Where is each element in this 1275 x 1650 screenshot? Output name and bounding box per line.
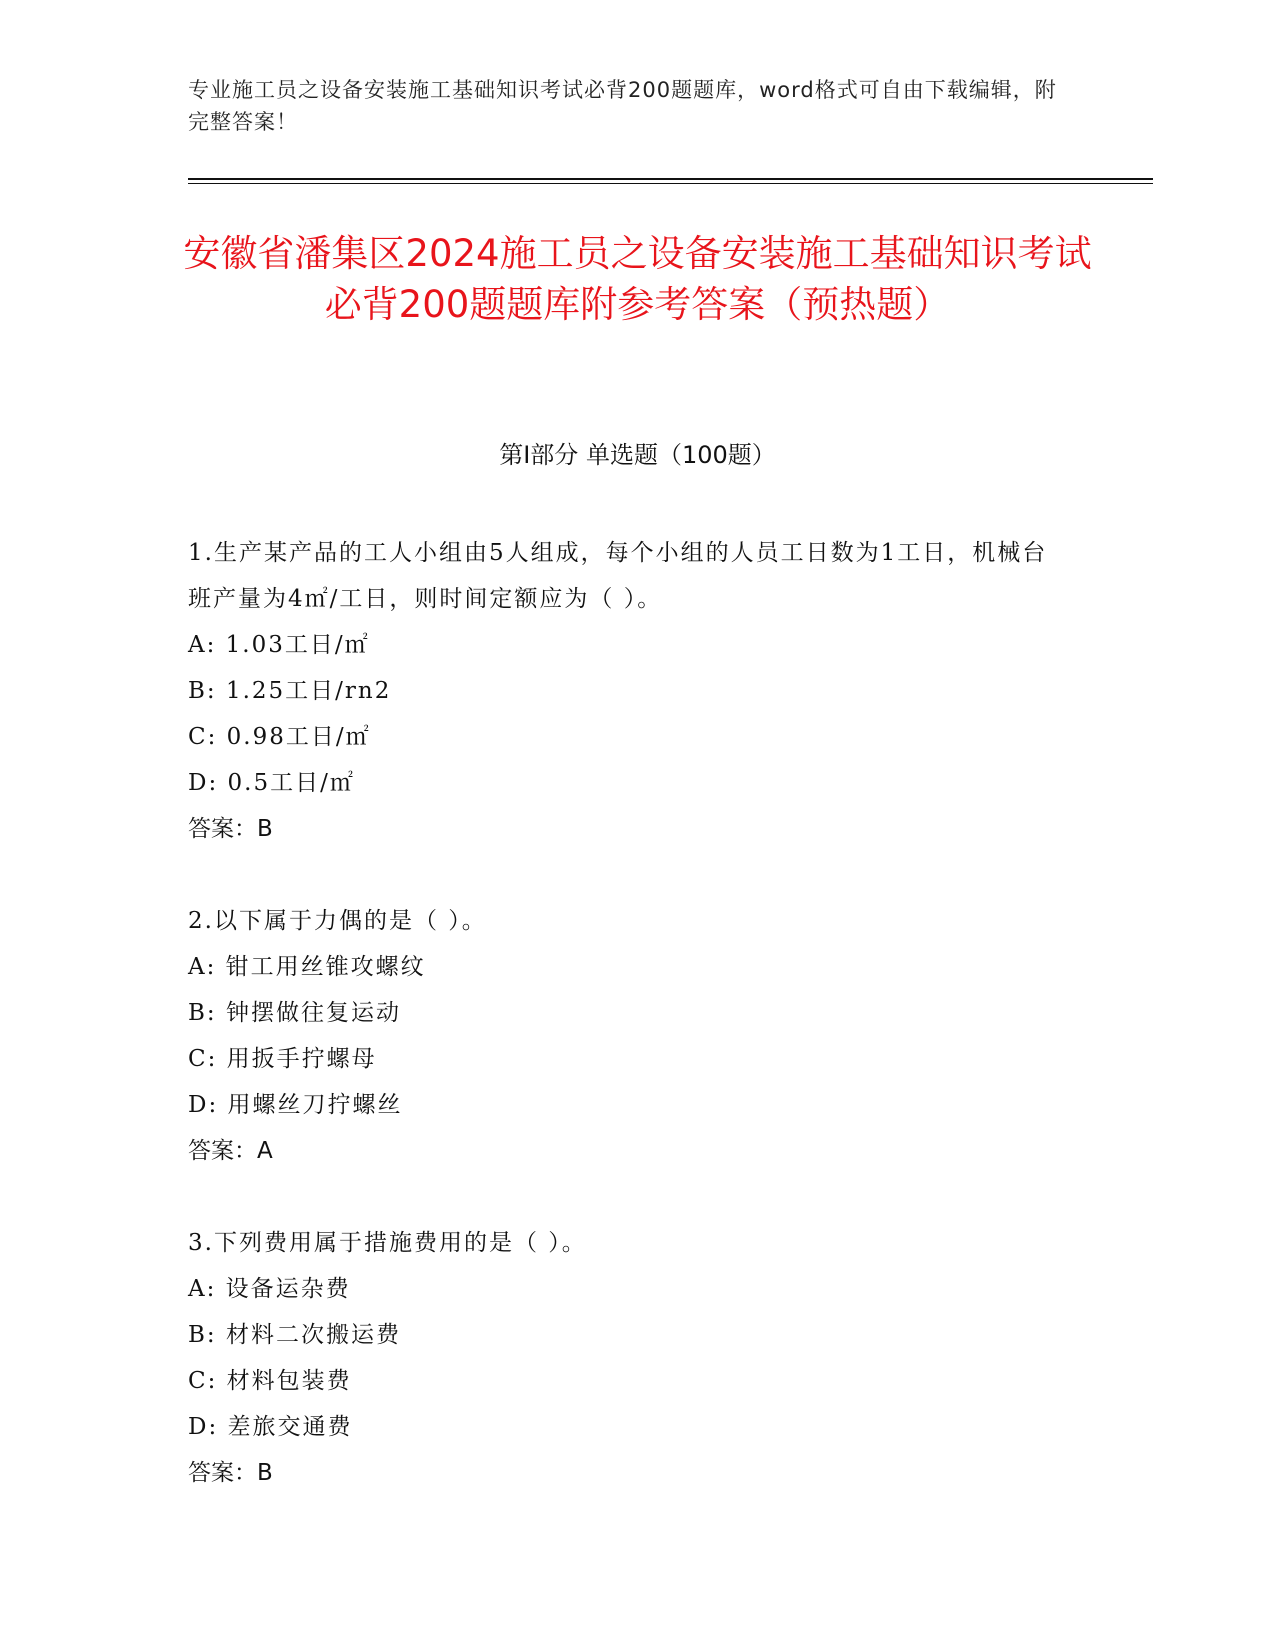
option-a: A: 1.03工日/㎡ (188, 632, 370, 658)
answer-label: 答案：B (188, 1460, 273, 1486)
option-d: D: 用螺丝刀拧螺丝 (188, 1092, 403, 1118)
section-heading: 第Ⅰ部分 单选题（100题） (499, 441, 776, 469)
option-d: D: 差旅交通费 (188, 1414, 353, 1440)
header-divider-thick (188, 178, 1153, 180)
header-divider-thin (188, 183, 1153, 184)
document-title: 安徽省潘集区2024施工员之设备安装施工基础知识考试必背200题题库附参考答案（预热题） (183, 232, 1092, 326)
question-1 (188, 530, 1068, 852)
question-2 (188, 898, 1068, 1174)
option-c: C: 材料包装费 (188, 1368, 352, 1394)
option-b: B: 材料二次搬运费 (188, 1322, 401, 1348)
question-stem: 2.以下属于力偶的是（ ）。 (188, 908, 487, 934)
option-c: C: 0.98工日/㎡ (188, 724, 371, 750)
option-a: A: 设备运杂费 (188, 1276, 351, 1302)
question-list (188, 530, 1068, 1542)
option-a: A: 钳工用丝锥攻螺纹 (188, 954, 426, 980)
option-b: B: 1.25工日/rn2 (188, 678, 392, 704)
answer-label: 答案：A (188, 1138, 273, 1164)
question-3 (188, 1220, 1068, 1496)
answer-label: 答案：B (188, 816, 273, 842)
option-b: B: 钟摆做往复运动 (188, 1000, 401, 1026)
question-stem: 1.生产某产品的工人小组由5人组成，每个小组的人员工日数为1工日，机械台班产量为4㎡/工日，则时间定额应为（ ）。 (188, 540, 1048, 612)
option-c: C: 用扳手拧螺母 (188, 1046, 377, 1072)
header-note: 专业施工员之设备安装施工基础知识考试必背200题题库，word格式可自由下载编辑，附完整答案！ (188, 78, 1057, 134)
question-stem: 3.下列费用属于措施费用的是（ ）。 (188, 1230, 587, 1256)
option-d: D: 0.5工日/㎡ (188, 770, 355, 796)
